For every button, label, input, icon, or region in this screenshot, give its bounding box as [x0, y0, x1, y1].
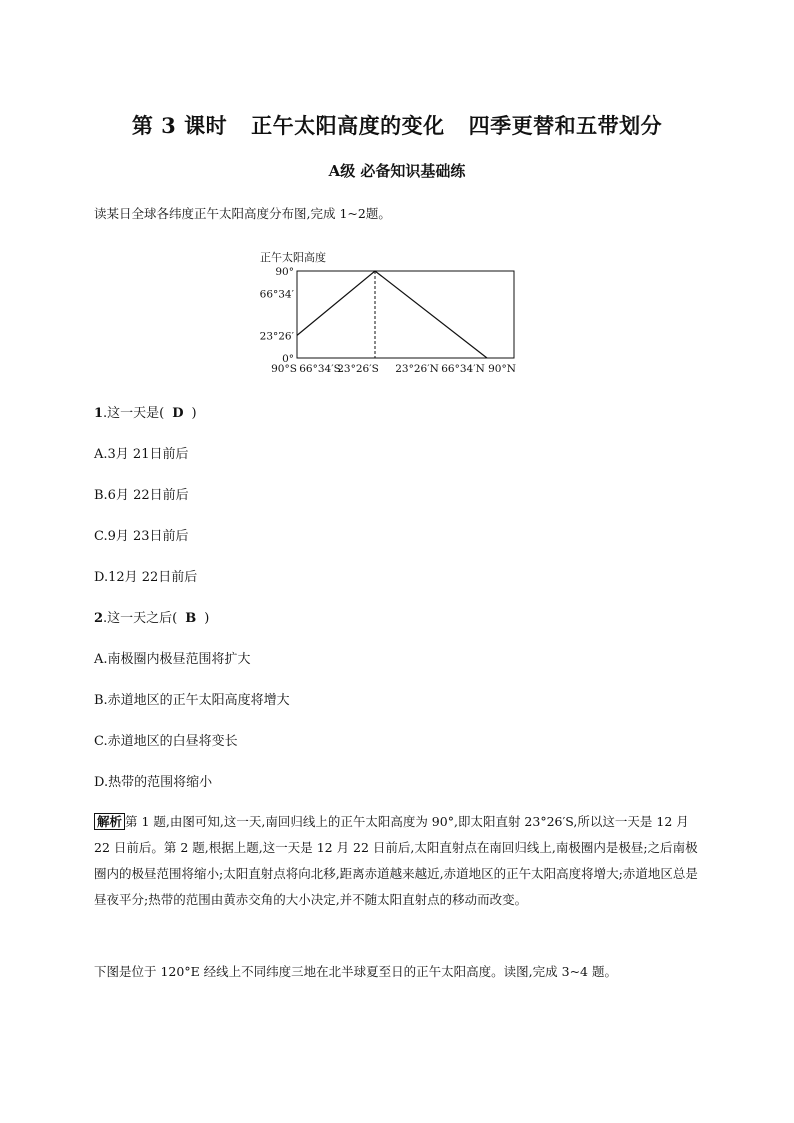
topic-1: 正午太阳高度的变化 — [251, 113, 445, 138]
question-2-close: ) — [204, 611, 210, 626]
page-title — [0, 110, 794, 140]
section-title: A级 必备知识基础练 — [328, 162, 466, 180]
x-tick-label: 90°S — [271, 363, 297, 375]
question-2 — [94, 607, 209, 626]
question-intro: 读某日全球各纬度正午太阳高度分布图,完成 1~2题。 — [94, 206, 391, 221]
next-question-intro: 下图是位于 120°E 经线上不同纬度三地在北半球夏至日的正午太阳高度。读图,完成 3~4 题。 — [94, 964, 617, 979]
question-1-close: ) — [191, 406, 197, 421]
y-tick-label: 0° — [282, 353, 294, 365]
x-tick-label: 66°34′N — [441, 363, 485, 375]
q1-option-b: B.6月 22日前后 — [94, 488, 189, 503]
topic-2: 四季更替和五带划分 — [468, 113, 663, 138]
solar-altitude-chart — [250, 248, 550, 378]
x-tick-label: 90°N — [488, 363, 516, 375]
q1-option-d: D.12月 22日前后 — [94, 570, 198, 585]
x-tick-label: 23°26′N — [395, 363, 439, 375]
q2-option-c: C.赤道地区的白昼将变长 — [94, 734, 238, 749]
question-2-number: 2 — [94, 611, 104, 626]
series-line — [297, 271, 487, 358]
q2-option-a: A.南极圈内极昼范围将扩大 — [94, 652, 251, 667]
question-2-text: .这一天之后( — [103, 611, 178, 626]
q1-option-c: C.9月 23日前后 — [94, 529, 189, 544]
q2-option-b: B.赤道地区的正午太阳高度将增大 — [94, 693, 290, 708]
q2-option-d: D.热带的范围将缩小 — [94, 775, 213, 790]
question-1 — [94, 402, 197, 421]
y-tick-label: 90° — [275, 266, 294, 278]
chart-frame — [297, 271, 514, 358]
analysis-tag: 解析 — [94, 813, 125, 830]
chart-ylabel: 正午太阳高度 — [260, 251, 326, 264]
analysis-text: 第 1 题,由图可知,这一天,南回归线上的正午太阳高度为 90°,即太阳直射 23°26′S,所以这一天是 12 月 22 日前后。第 2 题,根据上题,这一天是 12 月 22 日前后,太阳直射点在南回归线上,南极圈内是极昼;之后南极圈内的极昼范围将缩小;太阳直射点将向北移,距离赤道越来越近,赤道地区的正午太阳高度将增大;赤道地区总是昼夜平分;热带的范围由黄赤交角的大小决定,并不随太阳直射点的移动而改变。 — [94, 814, 698, 907]
question-1-answer: D — [172, 406, 184, 421]
lesson-number: 第 3 课时 — [131, 113, 228, 138]
question-1-number: 1 — [94, 406, 104, 421]
x-tick-label: 23°26′S — [337, 363, 379, 375]
analysis-block — [94, 809, 704, 913]
q1-option-a: A.3月 21日前后 — [94, 447, 189, 462]
y-tick-label: 23°26′ — [259, 330, 294, 343]
question-1-text: .这一天是( — [103, 406, 165, 421]
question-2-answer: B — [185, 611, 197, 626]
x-tick-label: 66°34′S — [299, 363, 341, 375]
y-tick-label: 66°34′ — [259, 288, 294, 301]
